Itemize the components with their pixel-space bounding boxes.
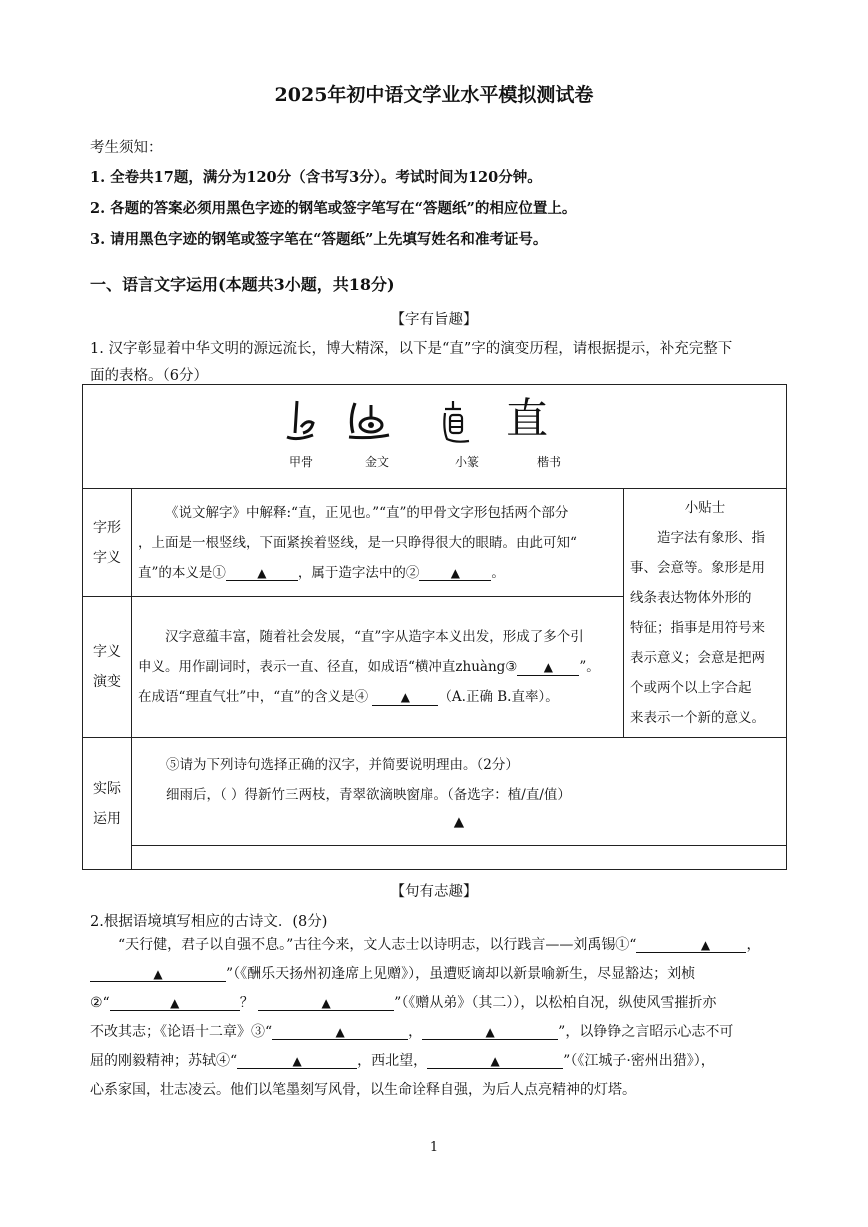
notice-item-2: 2. 各题的答案必须用黑色字迹的钢笔或签字笔写在“答题纸”的相应位置上。	[90, 200, 577, 217]
bronze-glyph	[343, 399, 393, 443]
page-title: 2025年初中语文学业水平模拟测试卷	[274, 84, 594, 106]
blank-3[interactable]: ▲	[517, 661, 579, 676]
regular-script-glyph: 直	[506, 394, 549, 443]
question-1-line-1: 1. 汉字彰显着中华文明的源远流长，博大精深，以下是“直”字的演变历程，请根据提示，补充完整下	[90, 341, 733, 357]
blank-2[interactable]: ▲	[419, 567, 491, 582]
question-2-heading: 2.根据语境填写相应的古诗文．(8分)	[90, 914, 328, 930]
notice-item-1: 1. 全卷共17题，满分为120分（含书写3分）。考试时间为120分钟。	[90, 169, 542, 186]
caption-bronze: 金文	[364, 455, 389, 469]
blank-q2-2a[interactable]: ▲	[110, 996, 240, 1011]
answer-line[interactable]	[132, 846, 787, 870]
small-seal-glyph	[433, 399, 473, 445]
page-number: 1	[429, 1140, 439, 1155]
blank-q2-3a[interactable]: ▲	[272, 1025, 408, 1040]
tips-box: 小贴士 造字法有象形、指 事、会意等。象形是用 线条表达物体外形的 特征；指事是用符号来 表示意义；会意是把两 个或两个以上字合起 来表示一个新的意义。	[624, 489, 787, 738]
subsection-title-2: 【句有志趣】	[390, 884, 478, 900]
character-evolution-table	[82, 384, 787, 870]
blank-1[interactable]: ▲	[226, 567, 298, 582]
blank-q2-1a[interactable]: ▲	[636, 938, 746, 953]
notice-item-3: 3. 请用黑色字迹的钢笔或签字笔在“答题纸”上先填写姓名和准考证号。	[90, 231, 548, 248]
blank-q2-4a[interactable]: ▲	[237, 1054, 357, 1069]
glyph-row	[83, 385, 787, 489]
question-1-line-2: 面的表格。（6分）	[90, 368, 208, 384]
caption-oracle: 甲骨	[288, 455, 313, 469]
caption-seal: 小篆	[454, 455, 479, 469]
notice-heading: 考生须知：	[90, 140, 163, 156]
oracle-bone-glyph	[283, 397, 319, 445]
row-text-evolution: 汉字意蕴丰富，随着社会发展，“直”字从造字本义出发，形成了多个引 申义。用作副词时，表示一直、径直，如成语“横冲直zhuàng③ ▲ ”。 在成语“理直气壮”中，“直”的含义是④ ▲ （A.正确 B.直率）。	[132, 597, 624, 738]
blank-q2-1b[interactable]: ▲	[90, 967, 226, 982]
blank-q2-4b[interactable]: ▲	[427, 1054, 563, 1069]
tips-title: 小贴士	[684, 500, 726, 516]
section-heading: 一、语言文字运用(本题共3小题，共18分)	[90, 275, 395, 294]
question-2-passage: “天行健，君子以自强不息。”古往今来，文人志士以诗明志，以行践言——刘禹锡①“ ▲ ， ▲ ”（《酬乐天扬州初逢席上见赠》），虽遭贬谪却以新景喻新生，尽显豁达；刘桢 ②“ ▲ ？ ▲ ”（《赠从弟》（其二）），以松柏自况，纵使风雪摧折亦 不改其志；《论语十二章》③“ ▲ ， ▲ ”，以铮铮之言昭示心志不可 屈的刚毅精神；苏轼④“ ▲ ，西北望， ▲ ”（《江城子·密州出猎》）， 心系家国，壮志凌云。他们以笔墨刻写风骨，以生命诠释自强，为后人点亮精神的灯塔。	[90, 937, 761, 1098]
blank-4[interactable]: ▲	[372, 691, 438, 706]
caption-regular: 楷书	[536, 455, 561, 469]
row-text-usage: ⑤请为下列诗句选择正确的汉字，并简要说明理由。（2分） 细雨后，（ ）得新竹三两枝，青翠欲滴映窗扉。（备选字：植/直/值） ▲	[132, 738, 787, 846]
blank-q2-3b[interactable]: ▲	[422, 1025, 558, 1040]
blank-q2-2b[interactable]: ▲	[258, 996, 394, 1011]
row-label-form-meaning: 字形 字义	[83, 489, 132, 597]
subsection-title-1: 【字有旨趣】	[390, 312, 478, 328]
answer-marker: ▲	[453, 813, 465, 830]
row-label-usage: 实际 运用	[83, 738, 132, 870]
row-label-evolution: 字义 演变	[83, 597, 132, 738]
row-text-form-meaning: 《说文解字》中解释:“直，正见也。”“直”的甲骨文字形包括两个部分 ，上面是一根竖线，下面紧挨着竖线，是一只睁得很大的眼睛。由此可知“ 直”的本义是① ▲ ，属于造字法中的② ▲ 。	[132, 489, 624, 597]
